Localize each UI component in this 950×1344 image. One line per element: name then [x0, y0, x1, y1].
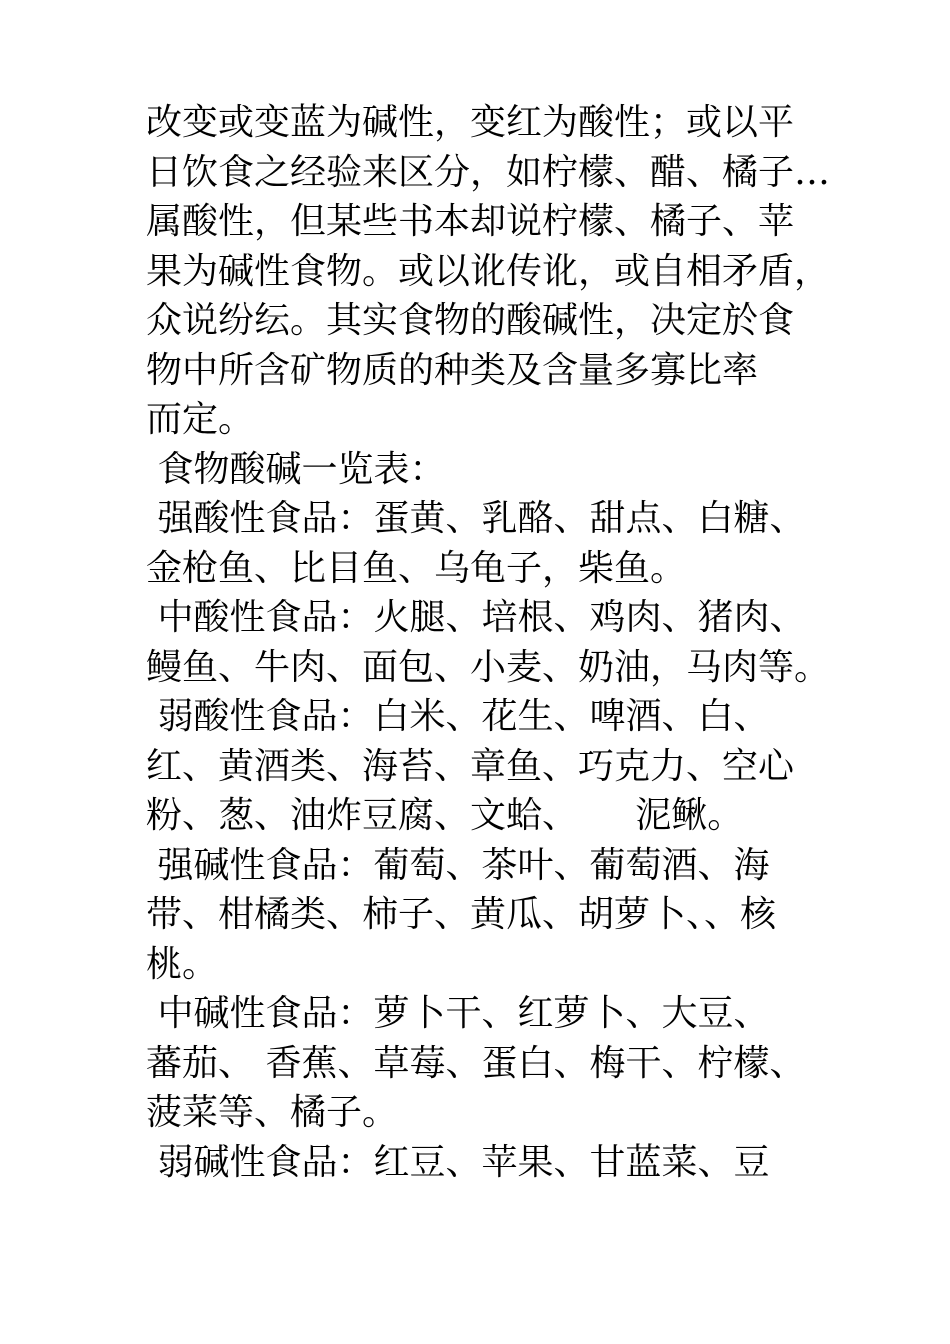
- strong-acid-line-1: 强酸性食品：蛋黄、乳酪、甜点、白糖、: [146, 498, 806, 539]
- strong-alkaline-line-1: 强碱性食品：葡萄、茶叶、葡萄酒、海: [146, 844, 770, 886]
- medium-acid-line-1: 中酸性食品：火腿、培根、鸡肉、猪肉、: [146, 597, 806, 638]
- text-line-5: 众说纷纭。其实食物的酸碱性，决定於食: [146, 300, 795, 341]
- weak-alkaline-line-1: 弱碱性食品：红豆、苹果、甘蓝菜、豆: [146, 1141, 770, 1183]
- text-line-2: 日饮食之经验来区分，如柠檬、醋、橘子…: [146, 151, 831, 193]
- medium-alkaline-line-1: 中碱性食品：萝卜干、红萝卜、大豆、: [146, 993, 770, 1034]
- text-line-1: 改变或变蓝为碱性，变红为酸性；或以平: [146, 102, 795, 143]
- body-text: [146, 98, 846, 1187]
- strong-alkaline-line-2: 带、柑橘类、柿子、黄瓜、胡萝卜、、核: [146, 894, 777, 935]
- strong-alkaline-line-3: 桃。: [146, 943, 219, 985]
- text-line-4: 果为碱性食物。或以讹传讹，或自相矛盾，: [146, 250, 831, 292]
- weak-acid-line-2: 红、黄酒类、海苔、章鱼、巧克力、空心: [146, 745, 795, 787]
- table-heading: 食物酸碱一览表：: [146, 448, 446, 490]
- text-line-7: 而定。: [146, 399, 255, 440]
- text-line-3: 属酸性，但某些书本却说柠檬、橘子、苹: [146, 201, 795, 242]
- medium-alkaline-line-3: 菠菜等、橘子。: [146, 1092, 399, 1133]
- weak-acid-line-3: 粉、葱、油炸豆腐、文蛤、 泥鳅。: [146, 795, 744, 836]
- weak-acid-line-1: 弱酸性食品：白米、花生、啤酒、白、: [146, 696, 770, 737]
- text-line-6: 物中所含矿物质的种类及含量多寡比率: [146, 349, 759, 391]
- strong-acid-line-2: 金枪鱼、比目鱼、乌龟子，柴鱼。: [146, 547, 687, 589]
- medium-alkaline-line-2: 蕃茄、 香蕉、草莓、蛋白、梅干、柠檬、: [146, 1042, 806, 1084]
- medium-acid-line-2: 鳗鱼、牛肉、面包、小麦、奶油，马肉等。: [146, 646, 831, 688]
